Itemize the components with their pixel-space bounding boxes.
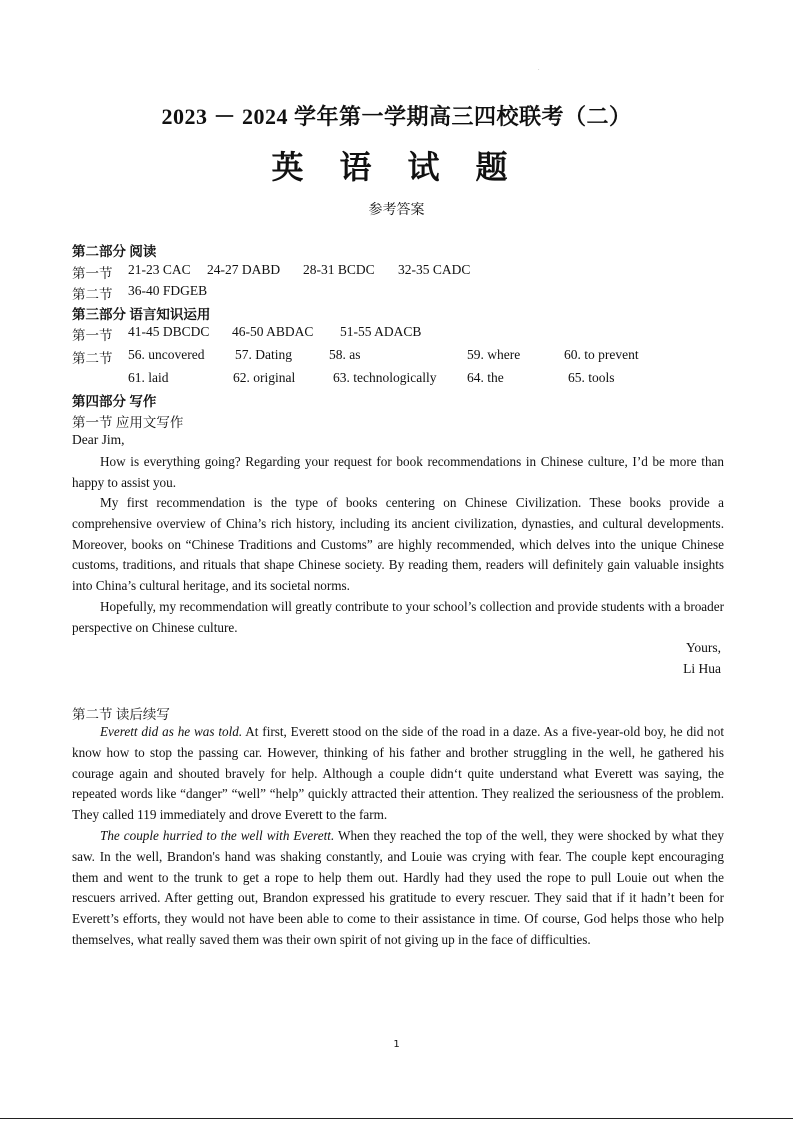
answer-item: 61. laid (128, 370, 169, 385)
writing-sec2-label: 第二节 读后续写 (72, 707, 170, 722)
letter-paragraph: Hopefully, my recommendation will greatly contribute to your school’s collection and provide students with a broader perspective on Chinese culture. (72, 599, 724, 635)
page-number: 1 (393, 1039, 400, 1050)
answer-group: 36-40 FDGEB (128, 283, 208, 298)
writing-sec1-label: 第一节 应用文写作 (72, 415, 184, 430)
answer-group: 21-23 CAC (128, 262, 191, 277)
answer-group: 28-31 BCDC (303, 262, 375, 277)
answer-key-subtitle: 参考答案 (368, 203, 425, 218)
writing-heading: 第四部分 写作 (72, 394, 157, 409)
answer-item: 63. technologically (333, 370, 437, 385)
letter-closing: Yours, (685, 640, 721, 655)
paragraph-lead: Everett did as he was told. (100, 724, 243, 739)
letter-greeting: Dear Jim, (72, 432, 125, 447)
answer-group: 51-55 ADACB (340, 324, 422, 339)
language-sec1-label: 第一节 (72, 328, 113, 343)
paragraph-body: At first, Everett stood on the side of the road in a daze. As a five-year-old boy, he did not know how to stop the passing car. However, thinking of his father and brother struggling in the well, he gathered his courage again and shouted bravely for help. Although a couple didn‘t quite understand what Everett was saying, the repeated words like “danger” “well” “help” quickly attracted their attention. They realized the seriousness of the problem. They called 119 immediately and drove Everett to the farm. (72, 724, 724, 823)
continuation-paragraph (72, 722, 724, 826)
answer-item: 58. as (329, 347, 361, 362)
answer-item: 59. where (467, 347, 521, 362)
letter-paragraph: My first recommendation is the type of books centering on Chinese Civilization. These books provide a comprehensive overview of China’s rich history, including its ancient civilization, dynasties, and cultural developments. Moreover, books on “Chinese Traditions and Customs” are highly recommended, which delves into the unique Chinese customs, traditions, and rituals that shape Chinese society. By reading them, readers will definitely gain valuable insights into China’s cultural heritage, and its societal norms. (72, 495, 724, 594)
subject-title: 英 语 试 题 (271, 149, 522, 185)
answer-group: 46-50 ABDAC (232, 324, 314, 339)
language-sec2-label: 第二节 (72, 351, 113, 366)
exam-title: 2023 － 2024 学年第一学期高三四校联考（二） (161, 104, 632, 129)
answer-group: 41-45 DBCDC (128, 324, 210, 339)
letter-signature: Li Hua (683, 661, 721, 676)
answer-item: 62. original (233, 370, 296, 385)
page-bottom-rule (0, 1118, 793, 1119)
language-heading: 第三部分 语言知识运用 (72, 307, 211, 322)
answer-group: 24-27 DABD (207, 262, 281, 277)
reading-sec2-label: 第二节 (72, 287, 113, 302)
answer-item: 56. uncovered (128, 347, 205, 362)
answer-item: 57. Dating (235, 347, 292, 362)
paragraph-lead: The couple hurried to the well with Everett. (100, 828, 335, 843)
scan-dot: . (538, 66, 540, 72)
reading-heading: 第二部分 阅读 (72, 244, 157, 259)
answer-item: 65. tools (568, 370, 615, 385)
reading-sec1-label: 第一节 (72, 266, 113, 281)
paragraph-body: When they reached the top of the well, they were shocked by what they saw. In the well, Brandon's hand was shaking constantly, and Louie was crying with fear. The couple kept encouraging them and went to the trunk to get a rope to help them out. Hardly had they used the rope to pull Louie out when the rescuers arrived. After getting out, Brandon expressed his gratitude to every rescuer. They said that if it hadn’t been for Everett’s efforts, they would not have been able to come to their assistance in time. Of course, God helps those who help themselves, what really saved them was their own spirit of not giving up in the face of difficulties. (72, 828, 724, 947)
answer-group: 32-35 CADC (398, 262, 471, 277)
continuation-paragraph (72, 826, 724, 951)
answer-item: 60. to prevent (564, 347, 639, 362)
letter-paragraph: How is everything going? Regarding your request for book recommendations in Chinese culture, I’d be more than happy to assist you. (72, 454, 724, 490)
answer-item: 64. the (467, 370, 504, 385)
